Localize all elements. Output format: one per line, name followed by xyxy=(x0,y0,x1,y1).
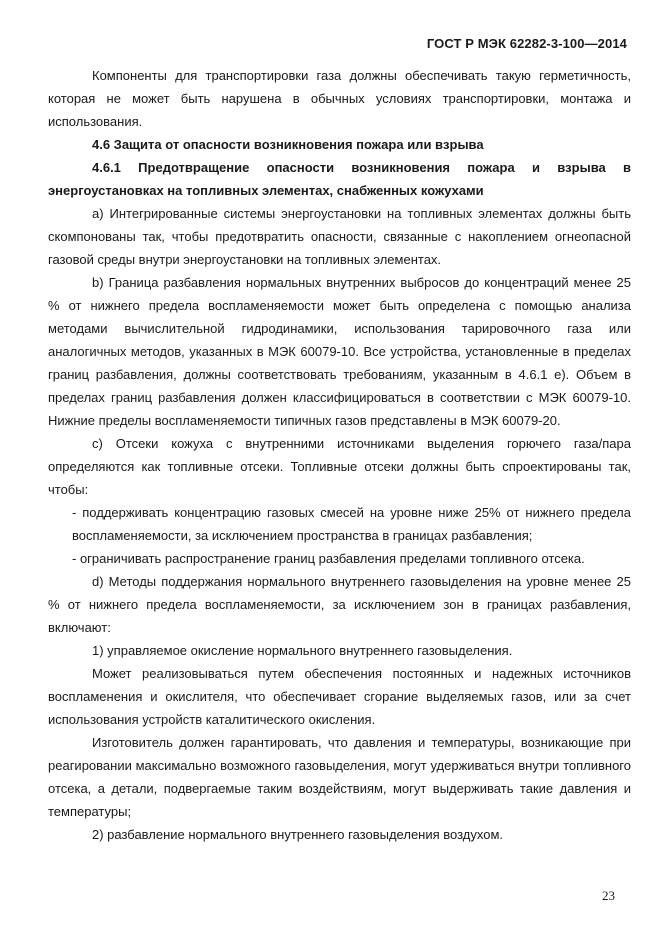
page-number: 23 xyxy=(602,888,615,903)
paragraph-sub-1-detail-2: Изготовитель должен гарантировать, что давления и температуры, возникающие при реагировании максимально возможного газовыделения, могут удерживаться внутри топливного отсека, а детали, подвергаемые таким воздействиям, могут выдерживать такие давления и температуры; xyxy=(48,735,631,819)
paragraph-item-d: d) Методы поддержания нормального внутреннего газовыделения на уровне менее 25 % от нижнего предела воспламеняемости, за исключением зон в границах разбавления, включают: xyxy=(48,574,631,635)
paragraph-item-c: с) Отсеки кожуха с внутренними источниками выделения горючего газа/пара определяются как топливные отсеки. Топливные отсеки должны быть спроектированы так, чтобы: xyxy=(48,436,631,497)
document-header: ГОСТ Р МЭК 62282-3-100—2014 xyxy=(426,36,627,51)
paragraph-item-a: а) Интегрированные системы энергоустановки на топливных элементах должны быть скомпонованы так, чтобы предотвратить опасности, связанные с накоплением огнеопасной газовой среды внутри энергоустановки на топливных элементах. xyxy=(48,206,631,267)
list-item-dash-1: - поддерживать концентрацию газовых смесей на уровне ниже 25% от нижнего предела воспламеняемости, за исключением пространства в границах разбавления; xyxy=(72,505,631,543)
paragraph-gas-components: Компоненты для транспортировки газа должны обеспечивать такую герметичность, которая не может быть нарушена в обычных условиях транспортировки, монтажа и использования. xyxy=(48,68,631,129)
paragraph-sub-2: 2) разбавление нормального внутреннего газовыделения воздухом. xyxy=(92,827,504,842)
paragraph-sub-1-detail-1: Может реализовываться путем обеспечения постоянных и надежных источников воспламенения и окислителя, что обеспечивает сгорание выделяемых газов, или за счет использования устройств каталитического окисления. xyxy=(48,666,631,727)
subsection-heading-4-6-1: 4.6.1 Предотвращение опасности возникновения пожара и взрыва в энергоустановках на топливных элементах, снабженных кожухами xyxy=(48,160,631,198)
list-item-dash-2: - ограничивать распространение границ разбавления пределами топливного отсека. xyxy=(72,551,585,566)
document-body xyxy=(48,64,631,846)
paragraph-sub-1: 1) управляемое окисление нормального внутреннего газовыделения. xyxy=(92,643,513,658)
paragraph-item-b: b) Граница разбавления нормальных внутренних выбросов до концентраций менее 25 % от нижнего предела воспламеняемости может быть определена с помощью анализа методами вычислительной гидродинамики, использования тарировочного газа или аналогичных методов, указанных в МЭК 60079-10. Все устройства, установленные в пределах границ разбавления, должны соответствовать требованиям, указанным в 4.6.1 е). Объем в пределах границ разбавления должен классифицироваться в соответствии с МЭК 60079-10. Нижние пределы воспламеняемости типичных газов представлены в МЭК 60079-20. xyxy=(48,275,631,428)
section-heading-4-6: 4.6 Защита от опасности возникновения пожара или взрыва xyxy=(92,137,484,152)
